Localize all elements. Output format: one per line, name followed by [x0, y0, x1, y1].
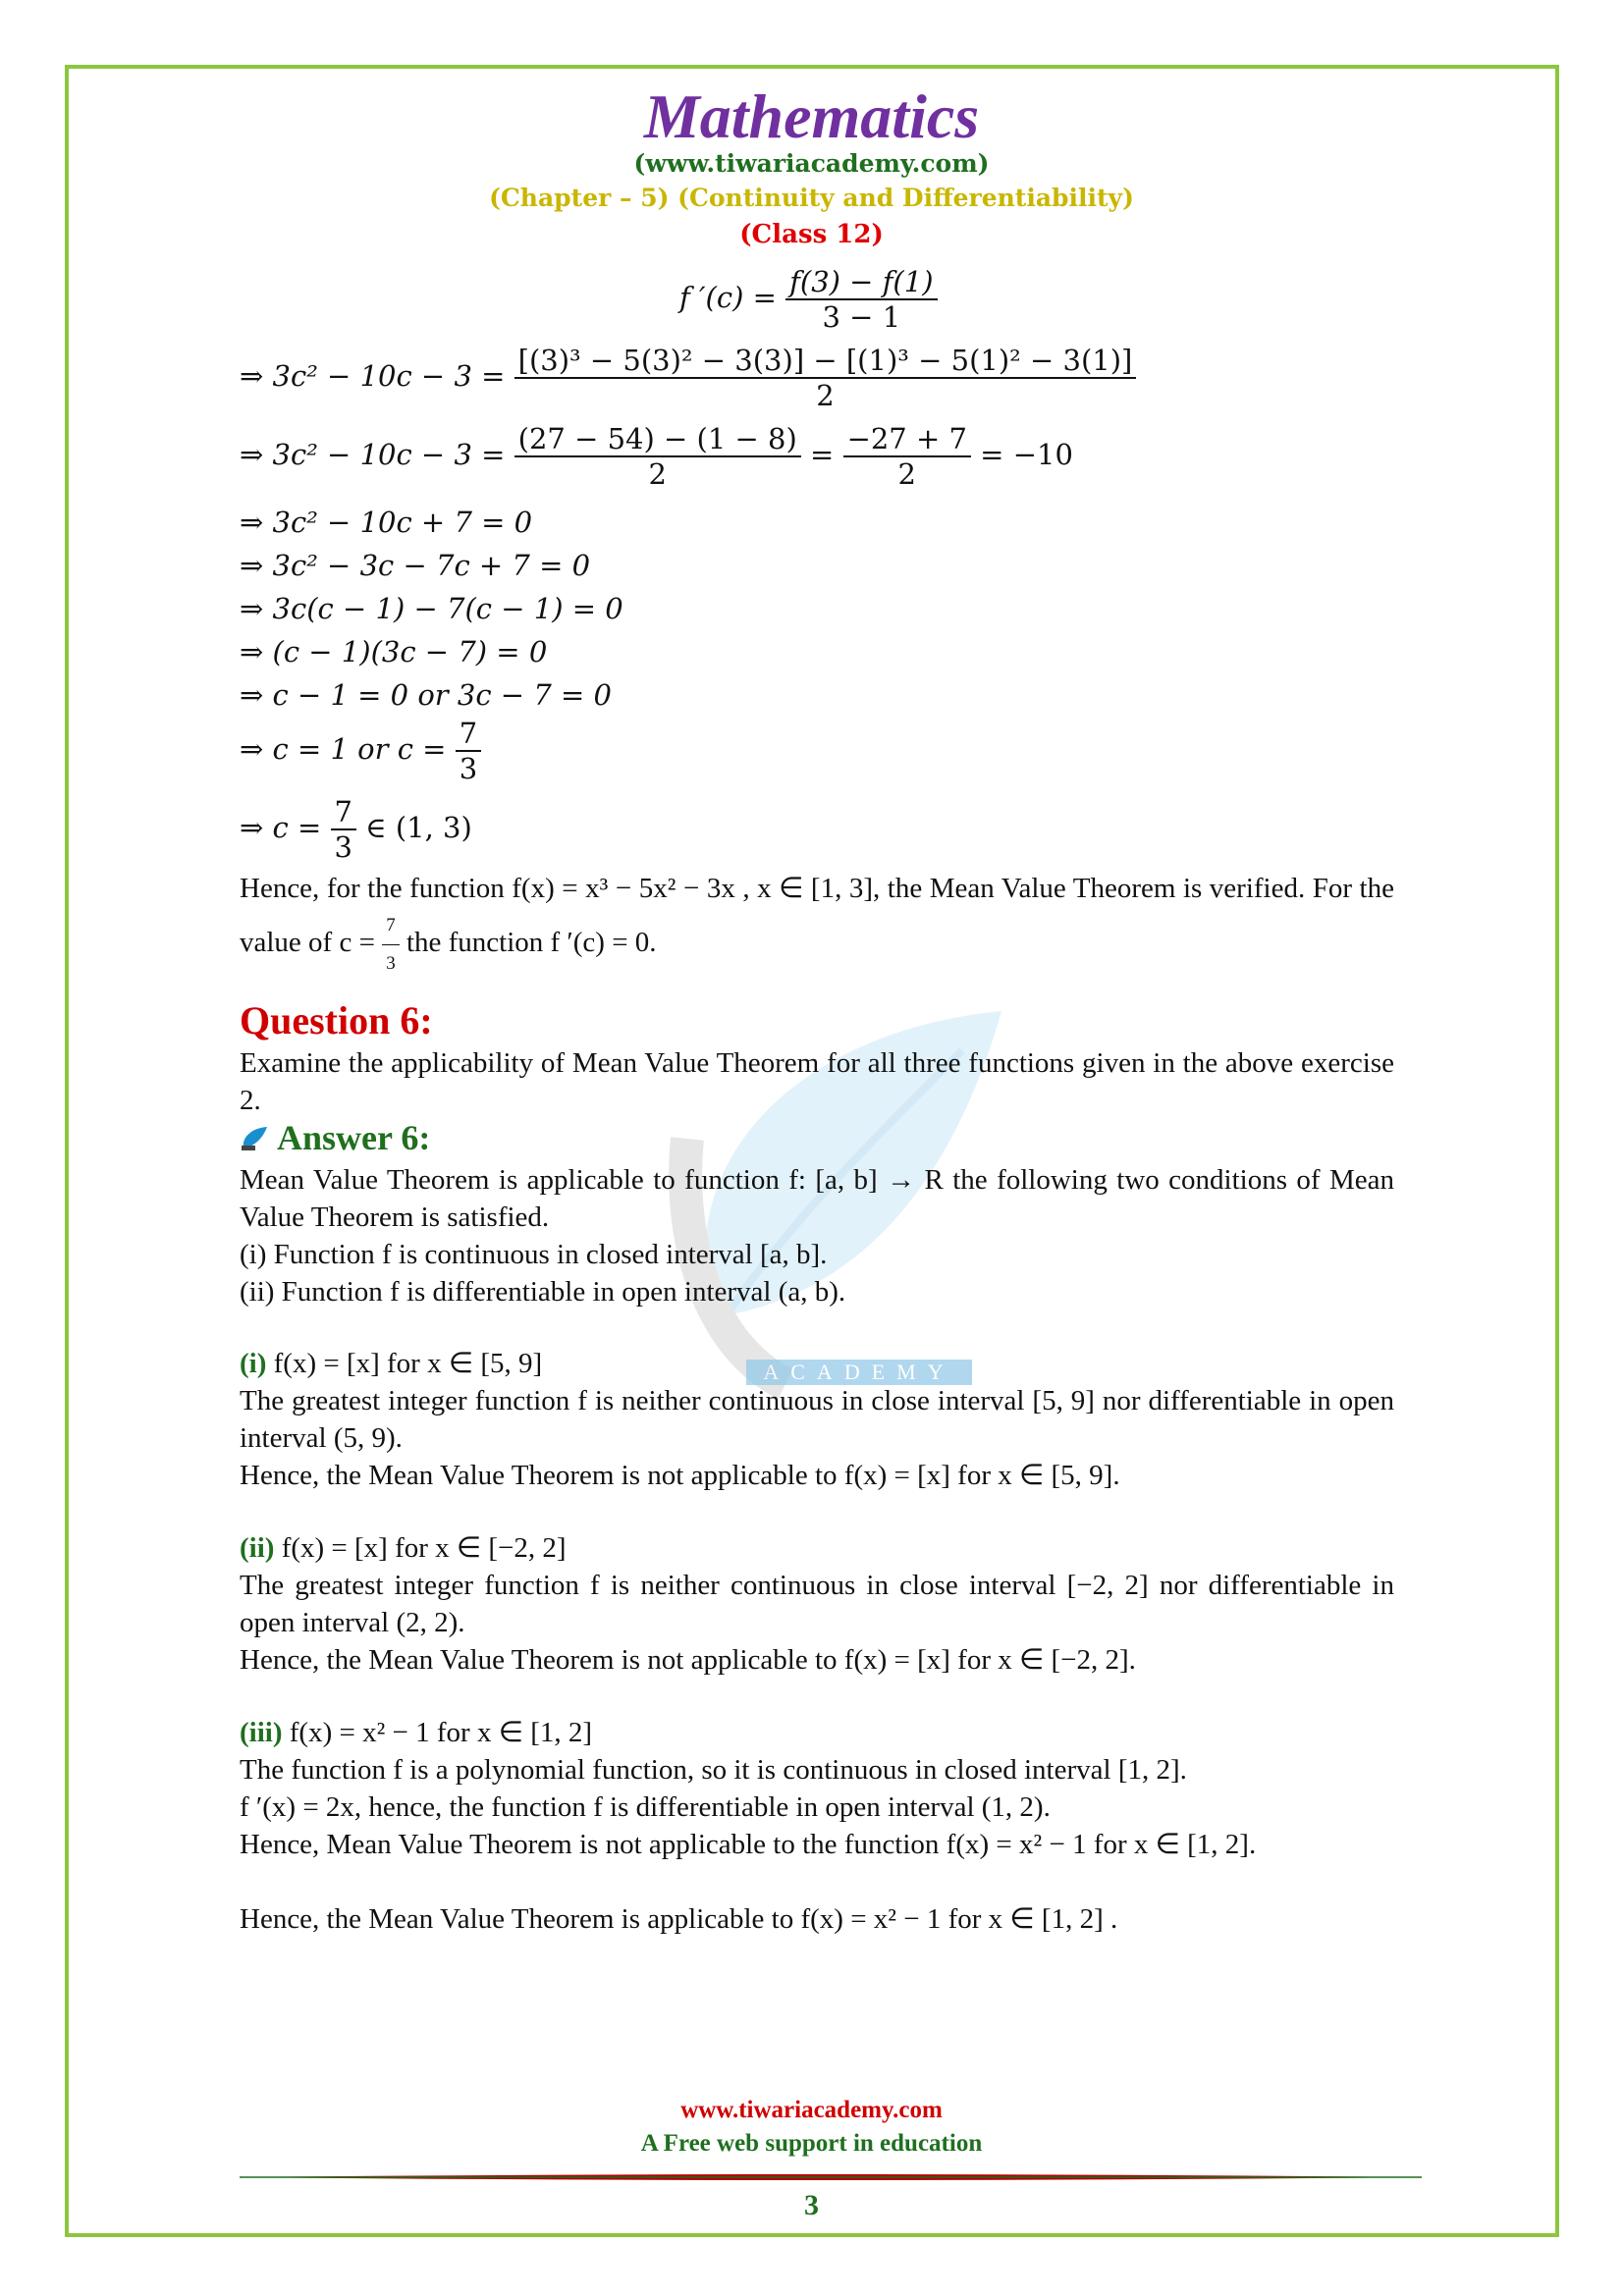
part-i-heading: (i) f(x) = [x] for x ∈ [5, 9]: [240, 1348, 543, 1379]
derivation-line-9: ⇒ c = 1 or c = $\frac{7}{3}$: [240, 717, 481, 785]
part-i-conclusion: Hence, the Mean Value Theorem is not applicable to f(x) = [x] for x ∈ [5, 9].: [240, 1460, 1120, 1491]
part-ii-conclusion: Hence, the Mean Value Theorem is not applicable to f(x) = [x] for x ∈ [−2, 2].: [240, 1644, 1136, 1676]
derivation-line-7: ⇒ (c − 1)(3c − 7) = 0: [240, 635, 548, 668]
answer-intro: Mean Value Theorem is applicable to function f: [a, b] → R the following two conditions of Mean Value Theorem is satisfied.: [240, 1164, 1394, 1233]
watermark-academy: ACADEMY: [746, 1360, 972, 1385]
footer-tagline: A Free web support in education: [640, 2130, 983, 2157]
page-title: Mathematics: [643, 81, 980, 151]
answer-heading: Answer 6:: [240, 1117, 430, 1158]
answer-condition-1: (i) Function f is continuous in closed interval [a, b].: [240, 1239, 828, 1270]
page-number: 3: [804, 2189, 819, 2221]
part-iii-heading: (iii) f(x) = x² − 1 for x ∈ [1, 2]: [240, 1717, 593, 1748]
footer-divider: [240, 2173, 1422, 2181]
part-ii-heading: (ii) f(x) = [x] for x ∈ [−2, 2]: [240, 1532, 567, 1564]
part-iii-line-3: Hence, Mean Value Theorem is not applicable to the function f(x) = x² − 1 for x ∈ [1, 2].: [240, 1829, 1257, 1860]
derivation-line-5: ⇒ 3c² − 3c − 7c + 7 = 0: [240, 549, 591, 582]
question-text: Examine the applicability of Mean Value Theorem for all three functions given in the above exercise 2.: [240, 1047, 1394, 1116]
part-iii-line-1: The function f is a polynomial function, so it is continuous in closed interval [1, 2].: [240, 1754, 1187, 1786]
derivation-line-6: ⇒ 3c(c − 1) − 7(c − 1) = 0: [240, 592, 623, 625]
part-iii-line-2: f ′(x) = 2x, hence, the function f is differentiable in open interval (1, 2).: [240, 1791, 1051, 1823]
header-class: (Class 12): [739, 220, 884, 249]
derivation-line-3: ⇒ 3c² − 10c − 3 = $\frac{(27 - 54) - (1 - 8)}{2}$ = $\frac{-27 + 7}{2}$ = −10: [240, 422, 1073, 491]
part-ii-text: The greatest integer function f is neither continuous in close interval [−2, 2] nor differentiable in open interval (2, 2).: [240, 1570, 1394, 1638]
conclusion-paragraph: Hence, for the function f(x) = x³ − 5x² − 3x , x ∈ [1, 3], the Mean Value Theorem is verified. For the value of c = $\frac{7}{3}$ the function f ′(c) = 0.: [240, 873, 1394, 974]
header-url: (www.tiwariacademy.com): [633, 149, 990, 178]
part-iii-line-4: Hence, the Mean Value Theorem is applicable to f(x) = x² − 1 for x ∈ [1, 2] .: [240, 1903, 1118, 1935]
tiwari-logo-icon: [240, 1126, 269, 1151]
footer-url: www.tiwariacademy.com: [680, 2097, 943, 2123]
derivation-line-1: f ′(c) = $\frac{f(3) - f(1)}{3 - 1}$: [679, 265, 938, 334]
question-heading: Question 6:: [240, 998, 433, 1042]
derivation-line-4: ⇒ 3c² − 10c + 7 = 0: [240, 506, 533, 539]
part-i-text: The greatest integer function f is neither continuous in close interval [5, 9] nor differentiable in open interval (5, 9).: [240, 1385, 1394, 1454]
answer-condition-2: (ii) Function f is differentiable in open interval (a, b).: [240, 1276, 846, 1308]
derivation-line-2: ⇒ 3c² − 10c − 3 = $\frac{\text{[(3)³ − 5(3)² − 3(3)] − [(1)³ − 5(1)² − 3(1)]}}{2}$: [240, 344, 1136, 412]
derivation-line-10: ⇒ c = $\frac{7}{3}$ ∈ (1, 3): [240, 795, 472, 864]
derivation-line-8: ⇒ c − 1 = 0 or 3c − 7 = 0: [240, 678, 612, 712]
header-chapter: (Chapter – 5) (Continuity and Differentiability): [489, 184, 1134, 212]
